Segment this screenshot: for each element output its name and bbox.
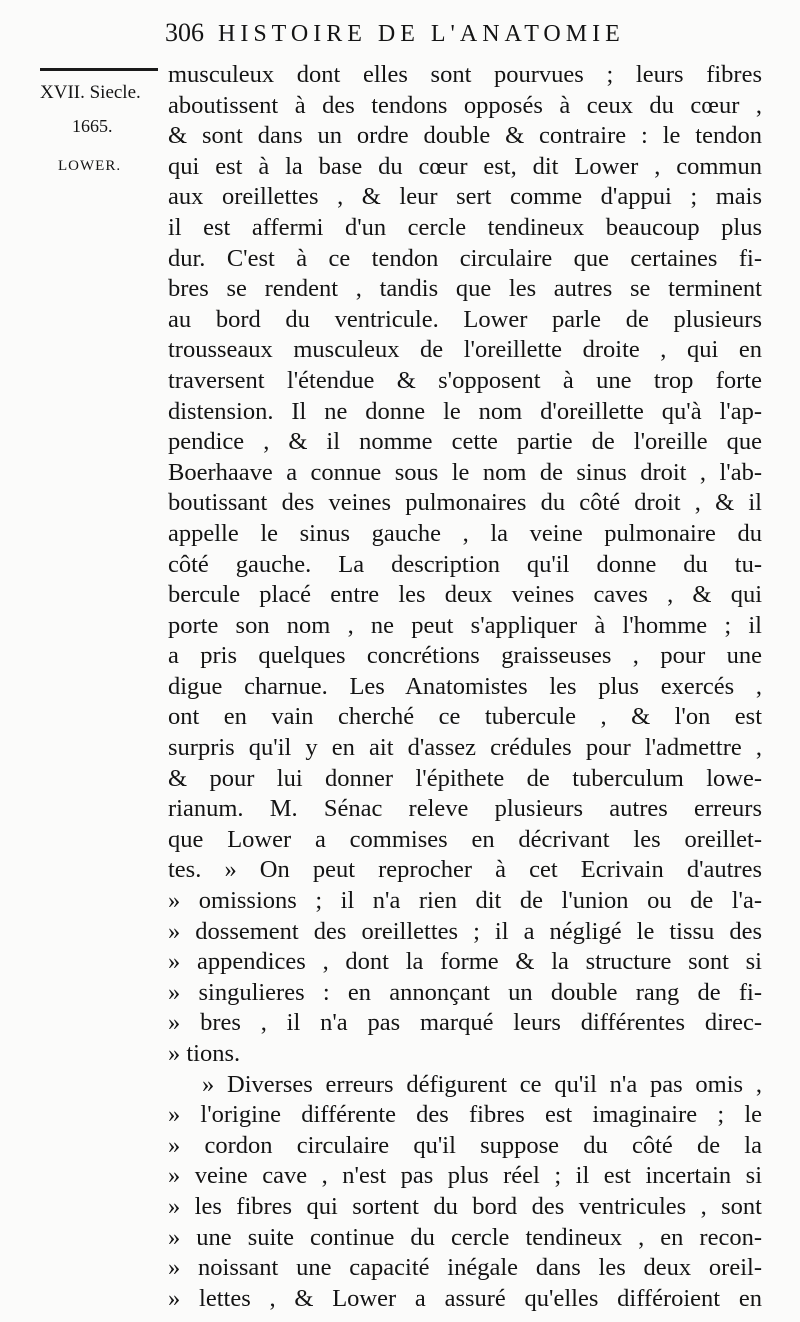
text-line: traversent l'étendue & s'opposent à une trop forte [168,366,762,394]
text-line: dur. C'est à ce tendon circulaire que certaines fi- [168,244,762,272]
text-line: » tions. [168,1040,241,1067]
text-line: bercule placé entre les deux veines caves , & qui [168,581,762,609]
text-line: » l'origine différente des fibres est imaginaire ; le [168,1101,762,1129]
margin-rule [40,68,158,71]
text-line: ont en vain cherché ce tubercule , & l'on est [168,703,762,731]
text-line: au bord du ventricule. Lower parle de plusieurs [168,305,762,333]
text-line: Boerhaave a connue sous le nom de sinus droit , l'ab- [168,458,762,486]
text-line: » dossement des oreillettes ; il a négligé le tissu des [168,917,762,945]
text-line: » noissant une capacité inégale dans les deux oreil- [168,1254,762,1282]
text-line: appelle le sinus gauche , la veine pulmonaire du [168,519,762,547]
text-line: trousseaux musculeux de l'oreillette droite , qui en [168,336,762,364]
text-line: » une suite continue du cercle tendineux , en recon- [168,1223,762,1251]
text-line: » Diverses erreurs défigurent ce qu'il n'a pas omis , [202,1070,762,1098]
body-text [168,60,762,1314]
text-line: » veine cave , n'est pas plus réel ; il est incertain si [168,1162,762,1190]
text-line: surpris qu'il y en ait d'assez crédules pour l'admettre , [168,734,762,762]
margin-note-author: LOWER. [58,158,122,174]
text-line: » lettes , & Lower a assuré qu'elles différoient en [168,1284,762,1312]
text-line: il est affermi d'un cercle tendineux beaucoup plus [168,213,762,241]
text-line: côté gauche. La description qu'il donne du tu- [168,550,762,578]
margin-note-century: XVII. Siecle. [40,82,141,103]
text-line: » appendices , dont la forme & la structure sont si [168,948,762,976]
text-line: boutissant des veines pulmonaires du côté droit , & il [168,489,762,517]
text-line: » singulieres : en annonçant un double rang de fi- [168,978,762,1006]
text-line: & pour lui donner l'épithete de tuberculum lowe- [168,764,762,792]
text-line: a pris quelques concrétions graisseuses , pour une [168,642,762,670]
text-line: musculeux dont elles sont pourvues ; leurs fibres [168,61,762,88]
text-line: » bres , il n'a pas marqué leurs différentes direc- [168,1009,762,1037]
text-line: » les fibres qui sortent du bord des ventricules , sont [168,1192,762,1220]
text-line: & sont dans un ordre double & contraire : le tendon [168,122,762,150]
running-header [165,18,765,58]
text-line: digue charnue. Les Anatomistes les plus exercés , [168,672,762,700]
text-line: aboutissent à des tendons opposés à ceux du cœur , [168,91,762,119]
text-line: » cordon circulaire qu'il suppose du côté de la [168,1131,762,1159]
margin-note-year: 1665. [72,116,113,136]
text-line: rianum. M. Sénac releve plusieurs autres erreurs [168,795,762,823]
page-number: 306 [165,18,204,47]
text-line: tes. » On peut reprocher à cet Ecrivain d'autres [168,856,762,884]
text-line: porte son nom , ne peut s'appliquer à l'homme ; il [168,611,762,639]
text-line: bres se rendent , tandis que les autres se terminent [168,275,762,303]
text-line: qui est à la base du cœur est, dit Lower , commun [168,152,762,180]
text-line: que Lower a commises en décrivant les oreillet- [168,825,762,853]
text-line: aux oreillettes , & leur sert comme d'appui ; mais [168,183,762,211]
text-line: distension. Il ne donne le nom d'oreillette qu'à l'ap- [168,397,762,425]
running-title: HISTOIRE DE L'ANATOMIE [218,21,625,47]
text-line: pendice , & il nomme cette partie de l'oreille que [168,428,762,456]
text-line: » omissions ; il n'a rien dit de l'union ou de l'a- [168,887,762,915]
